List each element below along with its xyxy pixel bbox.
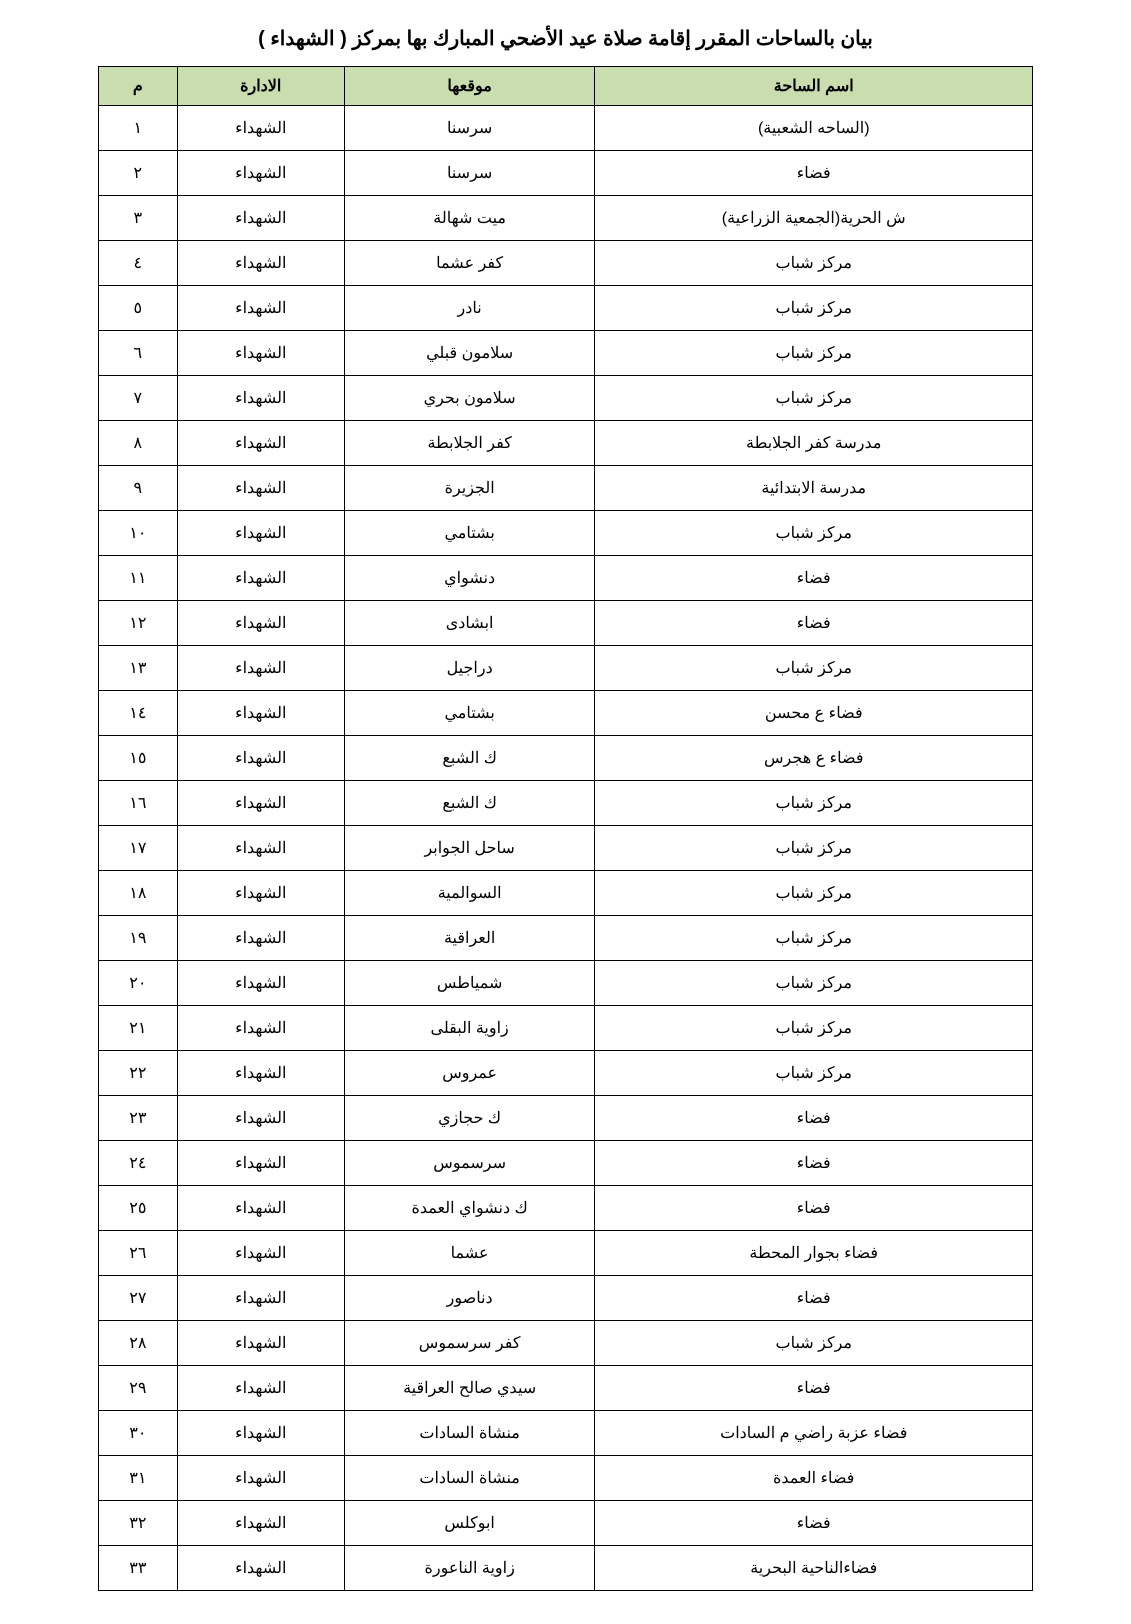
table-row xyxy=(99,106,1033,151)
cell-row-number: ١٠ xyxy=(99,511,178,556)
table-row xyxy=(99,421,1033,466)
table-row xyxy=(99,1411,1033,1456)
cell-location: سرسنا xyxy=(344,151,595,196)
table-row xyxy=(99,1546,1033,1591)
cell-location: ميت شهالة xyxy=(344,196,595,241)
cell-row-number: ١٩ xyxy=(99,916,178,961)
table-header-row xyxy=(99,67,1033,106)
cell-location: العراقية xyxy=(344,916,595,961)
cell-admin: الشهداء xyxy=(177,916,344,961)
cell-square-name: فضاء xyxy=(595,556,1033,601)
table-row xyxy=(99,331,1033,376)
cell-square-name: فضاء بجوار المحطة xyxy=(595,1231,1033,1276)
table-container xyxy=(98,66,1033,1591)
cell-admin: الشهداء xyxy=(177,196,344,241)
cell-admin: الشهداء xyxy=(177,601,344,646)
cell-row-number: ٢٥ xyxy=(99,1186,178,1231)
cell-square-name: مركز شباب xyxy=(595,331,1033,376)
cell-location: بشتامي xyxy=(344,691,595,736)
cell-admin: الشهداء xyxy=(177,511,344,556)
cell-square-name: مركز شباب xyxy=(595,646,1033,691)
table-row xyxy=(99,1501,1033,1546)
table-row xyxy=(99,736,1033,781)
cell-location: الجزيرة xyxy=(344,466,595,511)
cell-row-number: ٧ xyxy=(99,376,178,421)
table-row xyxy=(99,1276,1033,1321)
cell-square-name: ش الحرية(الجمعية الزراعية) xyxy=(595,196,1033,241)
cell-row-number: ٣ xyxy=(99,196,178,241)
cell-row-number: ٢٧ xyxy=(99,1276,178,1321)
table-row xyxy=(99,781,1033,826)
cell-location: منشاة السادات xyxy=(344,1411,595,1456)
cell-admin: الشهداء xyxy=(177,1411,344,1456)
cell-admin: الشهداء xyxy=(177,151,344,196)
cell-admin: الشهداء xyxy=(177,1186,344,1231)
cell-square-name: فضاء xyxy=(595,1096,1033,1141)
cell-admin: الشهداء xyxy=(177,1501,344,1546)
cell-admin: الشهداء xyxy=(177,421,344,466)
cell-row-number: ٢ xyxy=(99,151,178,196)
cell-location: عمروس xyxy=(344,1051,595,1096)
cell-square-name: مدرسة الابتدائية xyxy=(595,466,1033,511)
cell-square-name: فضاء xyxy=(595,1186,1033,1231)
table-row xyxy=(99,376,1033,421)
cell-admin: الشهداء xyxy=(177,961,344,1006)
table-row xyxy=(99,871,1033,916)
cell-admin: الشهداء xyxy=(177,826,344,871)
cell-square-name: فضاء xyxy=(595,151,1033,196)
cell-square-name: فضاء xyxy=(595,1276,1033,1321)
table-header xyxy=(99,67,1033,106)
cell-admin: الشهداء xyxy=(177,646,344,691)
cell-admin: الشهداء xyxy=(177,1006,344,1051)
cell-square-name: مركز شباب xyxy=(595,376,1033,421)
cell-location: زاوية البقلى xyxy=(344,1006,595,1051)
squares-table xyxy=(98,66,1033,1591)
table-row xyxy=(99,826,1033,871)
cell-row-number: ٢٣ xyxy=(99,1096,178,1141)
column-header-num: م xyxy=(99,67,178,106)
cell-admin: الشهداء xyxy=(177,331,344,376)
table-row xyxy=(99,1006,1033,1051)
cell-row-number: ٦ xyxy=(99,331,178,376)
cell-row-number: ٢١ xyxy=(99,1006,178,1051)
cell-location: كفر الجلابطة xyxy=(344,421,595,466)
cell-location: السوالمية xyxy=(344,871,595,916)
cell-location: سيدي صالح العراقية xyxy=(344,1366,595,1411)
cell-admin: الشهداء xyxy=(177,871,344,916)
cell-admin: الشهداء xyxy=(177,691,344,736)
cell-location: سرسموس xyxy=(344,1141,595,1186)
table-row xyxy=(99,961,1033,1006)
table-row xyxy=(99,601,1033,646)
cell-admin: الشهداء xyxy=(177,1096,344,1141)
cell-location: زاوية الناعورة xyxy=(344,1546,595,1591)
cell-admin: الشهداء xyxy=(177,466,344,511)
cell-square-name: فضاء عزبة راضي م السادات xyxy=(595,1411,1033,1456)
cell-admin: الشهداء xyxy=(177,1051,344,1096)
column-header-name: اسم الساحة xyxy=(595,67,1033,106)
cell-square-name: مركز شباب xyxy=(595,286,1033,331)
cell-square-name: فضاء ع محسن xyxy=(595,691,1033,736)
page-title: بيان بالساحات المقرر إقامة صلاة عيد الأضحي المبارك بها بمركز ( الشهداء ) xyxy=(258,28,873,50)
table-row xyxy=(99,241,1033,286)
cell-row-number: ١٧ xyxy=(99,826,178,871)
cell-row-number: ١٤ xyxy=(99,691,178,736)
cell-row-number: ٢٤ xyxy=(99,1141,178,1186)
cell-row-number: ١٦ xyxy=(99,781,178,826)
cell-row-number: ١١ xyxy=(99,556,178,601)
table-row xyxy=(99,511,1033,556)
table-row xyxy=(99,1231,1033,1276)
cell-row-number: ٣١ xyxy=(99,1456,178,1501)
table-row xyxy=(99,196,1033,241)
cell-admin: الشهداء xyxy=(177,106,344,151)
cell-location: ك حجازي xyxy=(344,1096,595,1141)
table-row xyxy=(99,151,1033,196)
cell-square-name: مركز شباب xyxy=(595,961,1033,1006)
cell-location: ك دنشواي العمدة xyxy=(344,1186,595,1231)
cell-row-number: ١٢ xyxy=(99,601,178,646)
table-row xyxy=(99,556,1033,601)
cell-admin: الشهداء xyxy=(177,1276,344,1321)
cell-square-name: مركز شباب xyxy=(595,511,1033,556)
cell-location: ابشادى xyxy=(344,601,595,646)
cell-admin: الشهداء xyxy=(177,241,344,286)
cell-square-name: فضاءالناحية البحرية xyxy=(595,1546,1033,1591)
cell-location: منشاة السادات xyxy=(344,1456,595,1501)
cell-admin: الشهداء xyxy=(177,1456,344,1501)
cell-admin: الشهداء xyxy=(177,1321,344,1366)
cell-location: ساحل الجوابر xyxy=(344,826,595,871)
cell-row-number: ٢٩ xyxy=(99,1366,178,1411)
column-header-location: موقعها xyxy=(344,67,595,106)
cell-square-name: مركز شباب xyxy=(595,241,1033,286)
cell-square-name: فضاء ع هجرس xyxy=(595,736,1033,781)
table-row xyxy=(99,646,1033,691)
cell-location: دراجيل xyxy=(344,646,595,691)
cell-square-name: (الساحه الشعبية) xyxy=(595,106,1033,151)
table-row xyxy=(99,1096,1033,1141)
cell-row-number: ١ xyxy=(99,106,178,151)
cell-location: ابوكلس xyxy=(344,1501,595,1546)
cell-row-number: ٢٢ xyxy=(99,1051,178,1096)
cell-row-number: ٣٢ xyxy=(99,1501,178,1546)
cell-square-name: مركز شباب xyxy=(595,1006,1033,1051)
cell-admin: الشهداء xyxy=(177,1366,344,1411)
cell-row-number: ٢٦ xyxy=(99,1231,178,1276)
cell-square-name: فضاء xyxy=(595,1141,1033,1186)
table-row xyxy=(99,1051,1033,1096)
cell-admin: الشهداء xyxy=(177,781,344,826)
cell-row-number: ٥ xyxy=(99,286,178,331)
cell-row-number: ٣٠ xyxy=(99,1411,178,1456)
cell-location: دناصور xyxy=(344,1276,595,1321)
cell-admin: الشهداء xyxy=(177,736,344,781)
cell-square-name: مركز شباب xyxy=(595,1321,1033,1366)
cell-square-name: فضاء xyxy=(595,1366,1033,1411)
cell-row-number: ٨ xyxy=(99,421,178,466)
cell-admin: الشهداء xyxy=(177,556,344,601)
cell-row-number: ٢٨ xyxy=(99,1321,178,1366)
table-body xyxy=(99,106,1033,1591)
cell-square-name: فضاء xyxy=(595,601,1033,646)
table-row xyxy=(99,1366,1033,1411)
cell-location: نادر xyxy=(344,286,595,331)
cell-square-name: مركز شباب xyxy=(595,826,1033,871)
cell-admin: الشهداء xyxy=(177,1141,344,1186)
cell-location: ك الشبع xyxy=(344,736,595,781)
cell-location: دنشواي xyxy=(344,556,595,601)
cell-row-number: ١٨ xyxy=(99,871,178,916)
table-row xyxy=(99,1321,1033,1366)
cell-admin: الشهداء xyxy=(177,286,344,331)
cell-location: سلامون قبلي xyxy=(344,331,595,376)
table-row xyxy=(99,916,1033,961)
cell-location: بشتامي xyxy=(344,511,595,556)
table-row xyxy=(99,1186,1033,1231)
document-page xyxy=(0,24,1131,1624)
cell-location: كفر عشما xyxy=(344,241,595,286)
cell-square-name: مركز شباب xyxy=(595,916,1033,961)
cell-square-name: فضاء العمدة xyxy=(595,1456,1033,1501)
table-row xyxy=(99,1456,1033,1501)
cell-square-name: مدرسة كفر الجلابطة xyxy=(595,421,1033,466)
cell-square-name: مركز شباب xyxy=(595,781,1033,826)
cell-location: كفر سرسموس xyxy=(344,1321,595,1366)
cell-location: سرسنا xyxy=(344,106,595,151)
cell-row-number: ١٣ xyxy=(99,646,178,691)
table-row xyxy=(99,691,1033,736)
table-row xyxy=(99,466,1033,511)
cell-location: عشما xyxy=(344,1231,595,1276)
cell-location: سلامون بحري xyxy=(344,376,595,421)
cell-row-number: ٤ xyxy=(99,241,178,286)
cell-location: ك الشبع xyxy=(344,781,595,826)
table-row xyxy=(99,1141,1033,1186)
cell-square-name: مركز شباب xyxy=(595,871,1033,916)
cell-admin: الشهداء xyxy=(177,1546,344,1591)
cell-admin: الشهداء xyxy=(177,1231,344,1276)
cell-square-name: فضاء xyxy=(595,1501,1033,1546)
column-header-admin: الادارة xyxy=(177,67,344,106)
cell-row-number: ٢٠ xyxy=(99,961,178,1006)
cell-admin: الشهداء xyxy=(177,376,344,421)
cell-location: شمياطس xyxy=(344,961,595,1006)
cell-row-number: ١٥ xyxy=(99,736,178,781)
table-row xyxy=(99,286,1033,331)
cell-row-number: ٣٣ xyxy=(99,1546,178,1591)
cell-square-name: مركز شباب xyxy=(595,1051,1033,1096)
cell-row-number: ٩ xyxy=(99,466,178,511)
